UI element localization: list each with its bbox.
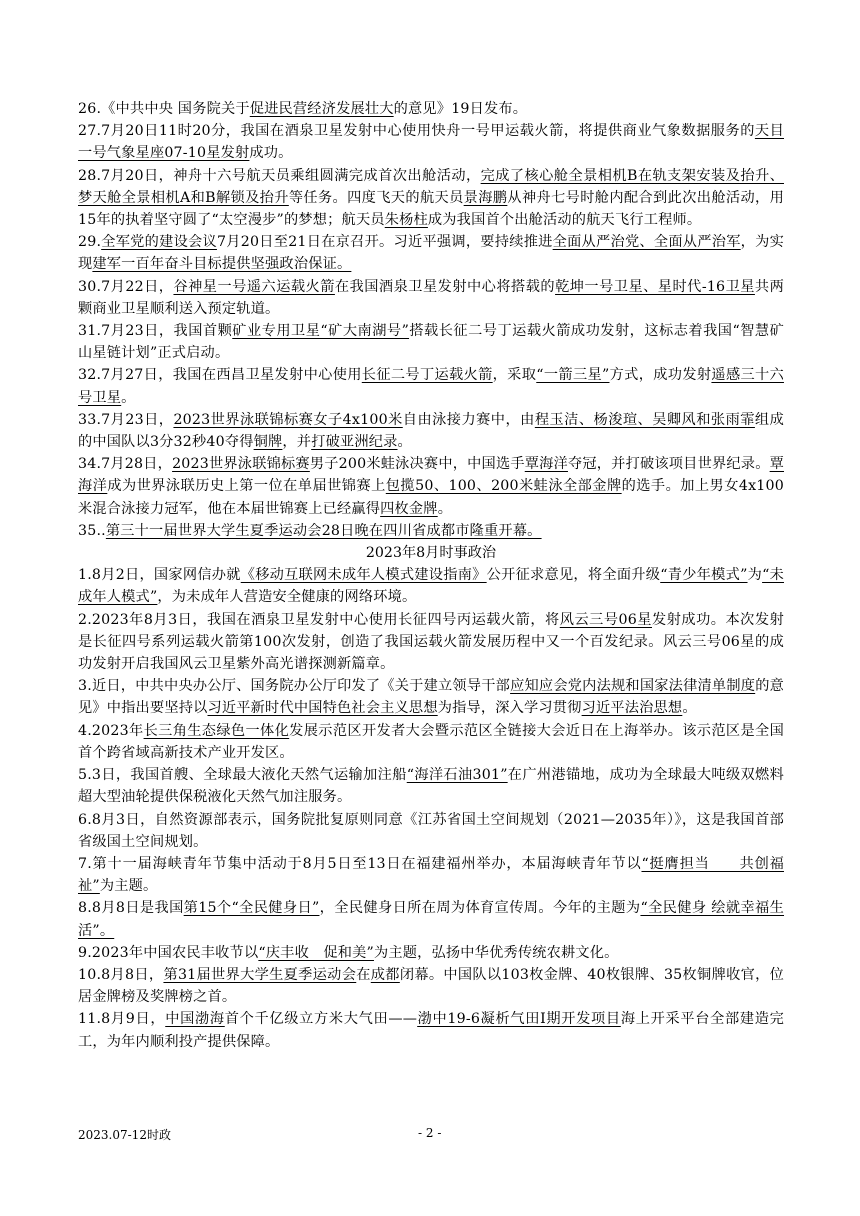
plain-text: 等任务。四度飞天的航天员 [288, 189, 464, 206]
underlined-text: 风云三号06星 [559, 611, 652, 628]
news-item [78, 897, 784, 941]
plain-text: 发射成功。本次发射是长征四号系列运载火箭第100次发射，创造了我国运载火箭发展历程中又一个百发纪录。风云三号06星的成功发射开启我国风云卫星紫外高光谱探测新篇章。 [78, 611, 784, 673]
plain-text: 的意见》19日发布。 [393, 101, 528, 117]
footer-left-text: 2023.07-12时政 [78, 1128, 171, 1142]
plain-text: 成为世界泳联历史上第一位在单届世锦赛上 [107, 478, 386, 495]
plain-text: 成为我国首个出舱活动的航天飞行工程师。 [427, 212, 702, 229]
plain-text: 4.2023年 [78, 722, 144, 739]
underlined-text: “青少年模式” [660, 567, 748, 584]
underlined-text: 谷神星一号遥六运载火箭 [173, 278, 335, 295]
underlined-text: 完成了核心舱全景相机B在轨支架安装及抬升、梦天舱全景相机A和B解锁及抬升 [78, 167, 784, 206]
underlined-text: 朱杨柱 [384, 212, 428, 229]
plain-text: 30.7月22日， [78, 278, 174, 295]
underlined-text: “一箭三星” [536, 367, 610, 384]
news-item [78, 364, 784, 408]
underlined-text: 乾坤一号卫星、星时代-16卫星 [555, 278, 755, 295]
plain-text: 7月20日至21日在京召开。习近平强调，要持续推进 [216, 234, 553, 251]
news-item [78, 320, 784, 364]
underlined-text: 中国渤海 [165, 1011, 225, 1028]
plain-text: 组成的中国队以3分32秒40夺得 [78, 411, 784, 451]
underlined-text: 程玉洁、杨浚瑄、吴卿风和张雨霏 [534, 411, 755, 428]
underlined-text: 渤中19-6凝析气田Ⅰ期开发项目 [417, 1011, 621, 1028]
underlined-text: 四枚金牌 [380, 500, 438, 517]
news-item [78, 120, 784, 164]
plain-text: 34.7月28日， [78, 456, 173, 473]
underlined-text: “未成年人模式” [78, 567, 784, 606]
plain-text: 。 [682, 700, 697, 717]
plain-text: 31.7月23日，我国首颗 [78, 323, 233, 340]
plain-text: 26.《中共中央 国务院关于 [78, 101, 250, 117]
plain-text: 32.7月27日，我国在西昌卫星发射中心使用 [78, 367, 362, 384]
plain-text: 为主题。 [99, 878, 158, 895]
august-news-list [78, 564, 784, 1052]
plain-text: 男子200米蛙泳决赛中，中国选手 [309, 456, 525, 473]
underlined-text: 2023世界泳联锦标赛 [172, 456, 310, 473]
plain-text: 的选手。加上男女4x100米混合泳接力冠军，他在本届世锦赛上已经赢得 [78, 478, 784, 517]
plain-text: 的意见》中指出要坚持以 [78, 678, 784, 717]
news-item [78, 98, 784, 120]
plain-text: 在我国酒泉卫星发射中心将搭载的 [334, 278, 556, 295]
news-item [78, 853, 784, 897]
plain-text: 8.8月8日是我国 [78, 900, 184, 917]
plain-text: 共两颗商业卫星顺利送入预定轨道。 [78, 278, 784, 317]
news-item [78, 609, 784, 676]
news-item [78, 964, 784, 1008]
page-number: - 2 - [418, 1126, 442, 1140]
underlined-text: 第15个“全民健身日” [183, 900, 320, 917]
plain-text: 2.2023年8月3日，我国在酒泉卫星发射中心使用长征四号丙运载火箭，将 [78, 611, 560, 628]
plain-text: 自由泳接力赛中，由 [402, 411, 535, 428]
plain-text: 成功。 [249, 145, 293, 162]
plain-text: 6.8月3日，自然资源部表示，国务院批复原则同意《江苏省国土空间规划（2021—2035年）》，这是我国首部省级国土空间规划。 [78, 811, 784, 850]
july-news-list [78, 98, 784, 542]
news-item [78, 453, 784, 520]
underlined-text: 长三角生态绿色一体化 [143, 722, 290, 739]
plain-text: 9.2023年中国农民丰收节以 [78, 944, 259, 961]
underlined-text: 2023世界泳联锦标赛女子4x100米 [173, 411, 403, 428]
plain-text: 为主题，弘扬中华优秀传统农耕文化。 [373, 944, 619, 961]
news-item [78, 409, 784, 453]
underlined-text: 包揽50、100、200米蛙泳全部金牌 [385, 478, 622, 495]
news-item [78, 1008, 784, 1052]
plain-text: 3.近日，中共中央办公厅、国务院办公厅印发了《关于建立领导干部 [78, 678, 511, 695]
plain-text: 11.8月9日， [78, 1011, 166, 1028]
underlined-text: 《移动互联网未成年人模式建设指南》 [240, 567, 487, 584]
underlined-text: 长征二号丁运载火箭 [361, 367, 493, 384]
underlined-text: 全军党的建设会议 [101, 234, 217, 251]
underlined-text: 覃海洋 [524, 456, 568, 473]
underlined-text: “庆丰收 促和美” [258, 944, 374, 961]
plain-text: 。 [437, 500, 453, 517]
underlined-text: “挺膺担当 共创福祉” [78, 855, 784, 895]
underlined-text: “海洋石油301” [406, 767, 508, 784]
plain-text: ，全民健身日所在周为体育宣传周。今年的主题为 [319, 900, 641, 917]
underlined-text: 应知应会党内法规和国家法律清单制度 [510, 678, 756, 695]
plain-text: ，为实现 [78, 234, 784, 273]
underlined-text: 全面从严治党、全面从严治军 [552, 234, 741, 251]
news-item [78, 764, 784, 808]
plain-text: 从神舟七号时舱内配合到此次出舱活动，用15年的执着坚守圆了“太空漫步”的梦想；航天员 [78, 189, 784, 229]
plain-text: 29. [78, 234, 102, 251]
plain-text: 在 [356, 966, 371, 983]
underlined-text: 第31届世界大学生夏季运动会 [163, 966, 357, 983]
news-item [78, 809, 784, 853]
plain-text: 海上开采平台全部建造完工，为年内顺利投产提供保障。 [78, 1011, 784, 1050]
underlined-text: 促进民营经济发展壮大 [249, 101, 394, 117]
plain-text: 发展示范区开发者大会暨示范区全链接大会近日在上海举办。该示范区是全国首个跨省域高新技术产业开发区。 [78, 722, 784, 761]
plain-text: ，并 [282, 434, 312, 451]
news-item [78, 276, 784, 320]
plain-text: 10.8月8日， [78, 966, 164, 983]
plain-text: 28.7月20日，神舟十六号航天员乘组圆满完成首次出舱活动， [78, 167, 481, 184]
plain-text: ，采取 [492, 367, 537, 384]
underlined-text: 打破亚洲纪录 [311, 434, 398, 451]
underlined-text: 成都 [370, 966, 400, 983]
news-item [78, 520, 784, 542]
plain-text: 夺冠，并打破该项目世界纪录。 [567, 456, 770, 473]
news-item [78, 564, 784, 608]
news-item [78, 165, 784, 232]
plain-text: 27.7月20日11时20分，我国在酒泉卫星发射中心使用快舟一号甲运载火箭，将提供商业气象数据服务的 [78, 123, 755, 140]
page-footer [78, 1126, 784, 1144]
underlined-text: 铜牌 [253, 434, 283, 451]
plain-text: 公开征求意见，将全面升级 [486, 567, 661, 584]
news-item [78, 675, 784, 719]
news-item [78, 231, 784, 275]
plain-text: 在广州港锚地，成功为全球最大吨级双燃料超大型油轮提供保税液化天然气加注服务。 [78, 767, 784, 806]
plain-text: 为 [747, 567, 763, 584]
underlined-text: 建军一百年奋斗目标提供坚强政治保证。 [92, 256, 352, 273]
document-body [78, 98, 784, 1053]
underlined-text: 第三十一届世界大学生夏季运动会28日晚在四川省成都市隆重开幕。 [105, 522, 542, 539]
underlined-text: 景海鹏 [463, 189, 508, 206]
plain-text: 。 [397, 434, 412, 451]
underlined-text: “全民健身 绘就幸福生活”。 [78, 900, 785, 939]
plain-text: 7.第十一届海峡青年节集中活动于8月5日至13日在福建福州举办，本届海峡青年节以 [78, 855, 642, 872]
section-title: 2023年8月时事政治 [365, 545, 497, 562]
plain-text: 33.7月23日， [78, 411, 174, 428]
underlined-text: 覃海洋 [78, 456, 784, 495]
plain-text: 。 [121, 389, 136, 406]
plain-text: 方式，成功发射 [609, 367, 712, 384]
plain-text: 35.. [78, 522, 106, 539]
underlined-text: 矿业专用卫星“矿大南湖号” [232, 323, 410, 340]
news-item [78, 720, 784, 764]
underlined-text: 习近平法治思想 [581, 700, 683, 717]
plain-text: 5.3日，我国首艘、全球最大液化天然气运输加注船 [78, 767, 407, 784]
plain-text: 1.8月2日，国家网信办就 [78, 567, 241, 584]
news-item [78, 942, 784, 964]
underlined-text: 天目一号气象星座07-10星发射 [78, 123, 784, 162]
underlined-text: 习近平新时代中国特色社会主义思想 [207, 700, 438, 717]
underlined-text: 遥感三十六号卫星 [78, 367, 784, 406]
plain-text: 搭载长征二号丁运载火箭成功发射，这标志着我国“智慧矿山星链计划”正式启动。 [78, 323, 784, 362]
plain-text: ，为未成年人营造安全健康的网络环境。 [157, 589, 417, 606]
plain-text: 闭幕。中国队以103枚金牌、40枚银牌、35枚铜牌收官，位居金牌榜及奖牌榜之首。 [78, 966, 785, 1006]
plain-text: 首个千亿级立方米大气田—— [224, 1011, 418, 1028]
plain-text: 为指导，深入学习贯彻 [437, 700, 582, 717]
